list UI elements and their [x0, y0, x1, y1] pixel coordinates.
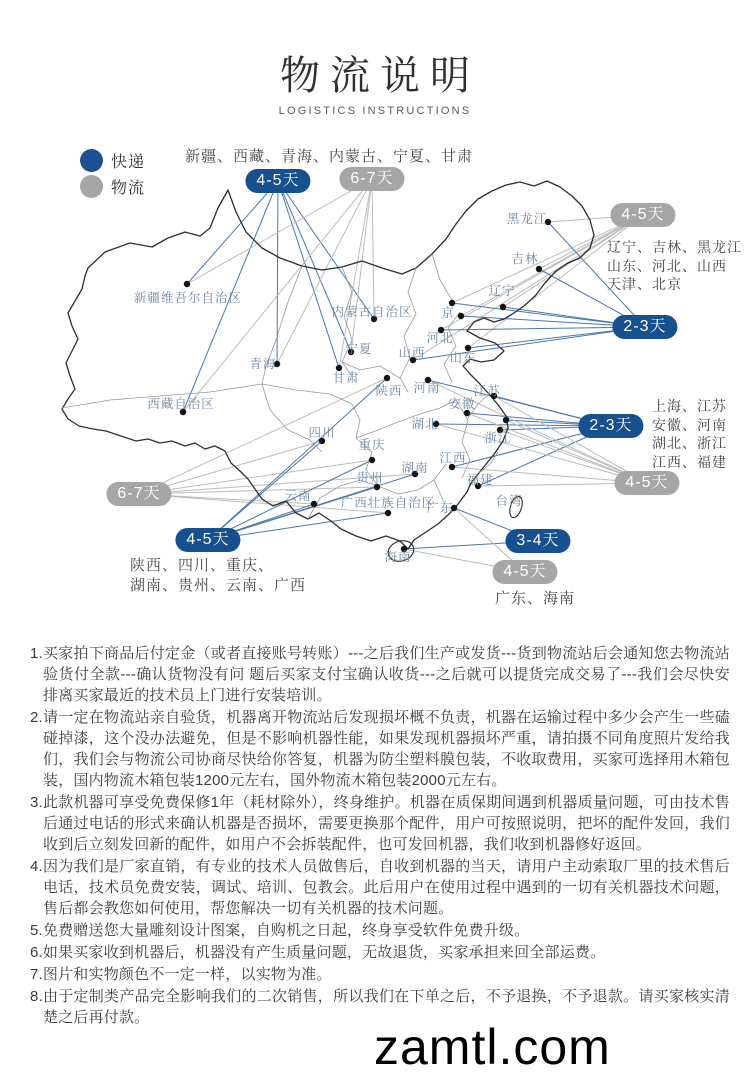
- province-dot: [369, 457, 375, 463]
- province-dot: [500, 304, 506, 310]
- province-label: 山西: [398, 346, 426, 360]
- delivery-time-badge: 2-3天: [578, 414, 643, 438]
- region-note-line: 安徽、河南: [652, 416, 727, 433]
- region-note-line: 上海、江苏: [652, 398, 727, 414]
- province-label: 青海: [249, 357, 277, 371]
- delivery-time-badge: 6-7天: [339, 167, 404, 191]
- page-title: 物流说明: [280, 54, 480, 98]
- province-dot: [497, 427, 503, 433]
- province-borders: [62, 254, 501, 519]
- province-dot: [465, 345, 471, 351]
- province-dot: [348, 349, 354, 355]
- province-dot: [384, 375, 390, 381]
- delivery-time-badge: 4-5天: [610, 203, 675, 227]
- watermark-text: zamtl.com: [374, 1019, 611, 1075]
- province-label: 贵州: [356, 471, 384, 485]
- route-line: [452, 426, 611, 467]
- province-label: 陕西: [375, 384, 403, 398]
- province-dot: [410, 357, 416, 363]
- region-note-line: 新疆、西藏、青海、内蒙古、宁夏、甘肃: [185, 148, 474, 165]
- region-note-line: 天津、北京: [607, 276, 682, 293]
- province-label: 新疆维吾尔自治区: [133, 291, 243, 305]
- route-line: [467, 413, 647, 483]
- province-label: 江苏: [473, 384, 501, 398]
- province-dot: [319, 438, 325, 444]
- province-label: 内蒙古自治区: [331, 305, 413, 319]
- province-dot: [425, 377, 431, 383]
- taiwan-island: [507, 495, 524, 519]
- route-line: [548, 215, 643, 222]
- route-line: [278, 181, 351, 352]
- province-label: 山东: [449, 351, 477, 365]
- term-item-4: 4.因为我们是厂家直销，有专业的技术人员做售后，自收到机器的当天，请用户主动索取厂里的技术售后电话，技术员免费安装，调试、培训、包教会。此后用户在使用过程中遇到的一切有关机器技术问题，售后都会教您如何使用，帮您解决一切有关机器的技术问题。: [30, 858, 730, 917]
- route-line: [351, 179, 372, 352]
- province-label: 湖南: [401, 461, 429, 475]
- route-line: [428, 380, 611, 426]
- route-lines-layer: [139, 179, 647, 572]
- term-item-3: 3.此款机器可享受免费保修1年（耗材除外），终身维护。机器在质保期间遇到机器质量问题，可由技术售后通过电话的形式来确认机器是否损坏，需要更换那个配件，用户可按照说明，把坏的配件发回，我们收到后立刻发回新的配件，如用户不会拆装配件，也可发回机器，我们收到机器修好返回。: [30, 794, 730, 853]
- region-note-line: 辽宁、吉林、黑龙江: [607, 239, 742, 255]
- province-label: 四川: [308, 426, 336, 440]
- province-dot: [536, 266, 542, 272]
- delivery-time-badge: 3-4天: [505, 529, 570, 553]
- province-label: 辽宁: [488, 284, 516, 298]
- legend-label-freight: 物流: [111, 179, 146, 197]
- province-label: 海南: [384, 550, 412, 564]
- province-label: 台湾: [495, 494, 523, 508]
- route-line: [452, 215, 643, 303]
- route-line: [500, 430, 647, 483]
- route-line: [494, 396, 647, 483]
- province-label: 宁夏: [345, 342, 373, 356]
- province-label: 河北: [426, 331, 454, 345]
- province-label: 云南: [284, 489, 312, 503]
- route-line: [278, 181, 339, 368]
- route-line: [500, 426, 611, 430]
- province-label: 广西壮族自治区: [340, 496, 436, 510]
- region-note-line: 湖南、贵州、云南、广西: [130, 576, 307, 594]
- route-line: [208, 504, 314, 540]
- province-dots-layer: [180, 219, 551, 552]
- province-dot: [311, 501, 317, 507]
- term-item-5: 5.免费赠送您大量雕刻设计图案，自购机之日起，终身享受软件免费升级。: [30, 922, 530, 939]
- route-line: [372, 179, 374, 319]
- route-line: [187, 181, 278, 284]
- province-label: 甘肃: [332, 371, 360, 385]
- region-note-line: 广东、海南: [495, 590, 576, 607]
- province-dot: [433, 421, 439, 427]
- terms-list: [30, 643, 730, 1029]
- route-line: [413, 327, 645, 360]
- route-line: [208, 378, 387, 540]
- province-dot: [184, 281, 190, 287]
- term-item-7: 7.图片和实物颜色不一定一样，以实物为准。: [30, 966, 332, 983]
- delivery-time-badge: 4-5天: [245, 169, 310, 193]
- term-item-2: 2.请一定在物流站亲自验货，机器离开物流站后发现损坏概不负责，机器在运输过程中多少会产生一些磕碰掉漆，这个没办法避免，但是不影响机器性能，如果发现机器损坏严重，请拍摄不同角度照片发给我们，我们会与物流公司协商尽快给你答复，机器为防尘塑料膜包装，不收取费用，买家可选择用木箱包装，国内物流木箱包装1200元左右，国外物流木箱包装2000元左右。: [30, 709, 730, 789]
- route-line: [208, 487, 377, 540]
- province-label: 安徽: [448, 397, 476, 411]
- province-label: 福建: [466, 473, 494, 487]
- term-item-6: 6.如果买家收到机器后，机器没有产生质量问题，无故退货，买家承担来回全部运费。: [30, 944, 606, 961]
- route-line: [461, 316, 645, 327]
- province-dot: [336, 365, 342, 371]
- route-line: [548, 222, 645, 327]
- delivery-time-badge: 4-5天: [614, 471, 679, 495]
- region-note-line: 江西、福建: [652, 453, 727, 470]
- province-label: 浙江: [484, 431, 512, 445]
- province-dot: [491, 393, 497, 399]
- route-line: [404, 541, 538, 549]
- province-dot: [475, 483, 481, 489]
- legend-label-express: 快递: [111, 153, 146, 171]
- province-dot: [449, 464, 455, 470]
- term-item-8: 8.由于定制类产品完全影响我们的二次销售，所以我们在下单之后，不予退换，不予退款。请买家核实清楚之后再付款。: [30, 988, 730, 1026]
- province-dot: [374, 484, 380, 490]
- province-label: 京: [441, 306, 455, 320]
- province-label: 江西: [439, 451, 467, 465]
- province-dot: [385, 510, 391, 516]
- region-note-line: 山东、河北、山西: [607, 257, 727, 274]
- province-dot: [438, 327, 444, 333]
- route-line: [468, 327, 645, 348]
- delivery-time-badge: 4-5天: [492, 560, 557, 584]
- route-line: [139, 494, 388, 513]
- delivery-time-badge: 4-5天: [175, 528, 240, 552]
- route-line: [139, 441, 322, 494]
- route-line: [454, 508, 538, 541]
- route-line: [467, 413, 611, 426]
- province-label: 西藏自治区: [147, 397, 215, 411]
- delivery-time-badge: 2-3天: [612, 315, 677, 339]
- route-line: [187, 179, 372, 284]
- province-label: 重庆: [358, 438, 386, 452]
- province-label: 吉林: [511, 252, 539, 266]
- page-subtitle: LOGISTICS INSTRUCTIONS: [278, 105, 472, 117]
- province-dot: [464, 410, 470, 416]
- route-line: [339, 179, 372, 368]
- province-dot: [503, 417, 509, 423]
- province-label: 湖北: [411, 417, 439, 431]
- province-dot: [401, 546, 407, 552]
- route-line: [478, 483, 647, 486]
- region-note-line: 湖北、浙江: [652, 435, 727, 452]
- route-line: [139, 378, 387, 494]
- province-label: 黑龙江: [506, 212, 548, 226]
- province-label: 河南: [413, 381, 441, 395]
- province-dot: [371, 316, 377, 322]
- route-line: [277, 179, 372, 364]
- province-dot: [274, 361, 280, 367]
- route-line: [452, 303, 645, 327]
- province-dot: [412, 471, 418, 477]
- delivery-time-badge: 6-7天: [106, 482, 171, 506]
- province-dot: [180, 409, 186, 415]
- province-dot: [458, 313, 464, 319]
- province-dot: [451, 505, 457, 511]
- province-label: 广东: [426, 501, 454, 515]
- route-line: [404, 549, 525, 572]
- province-dot: [449, 300, 455, 306]
- term-item-1: 1.买家拍下商品后付定金（或者直接账号转账）---之后我们生产或发货---货到物流站后会通知您去物流站验货付全款---确认货物没有问 题后买家支付宝确认收货---之后就可以提货完成交易了---我们会尽快安排离买家最近的技术员上门进行安装培训。: [30, 645, 730, 704]
- route-line: [539, 269, 645, 327]
- region-note-line: 陕西、四川、重庆、: [130, 557, 275, 574]
- province-dot: [545, 219, 551, 225]
- route-line: [441, 327, 645, 330]
